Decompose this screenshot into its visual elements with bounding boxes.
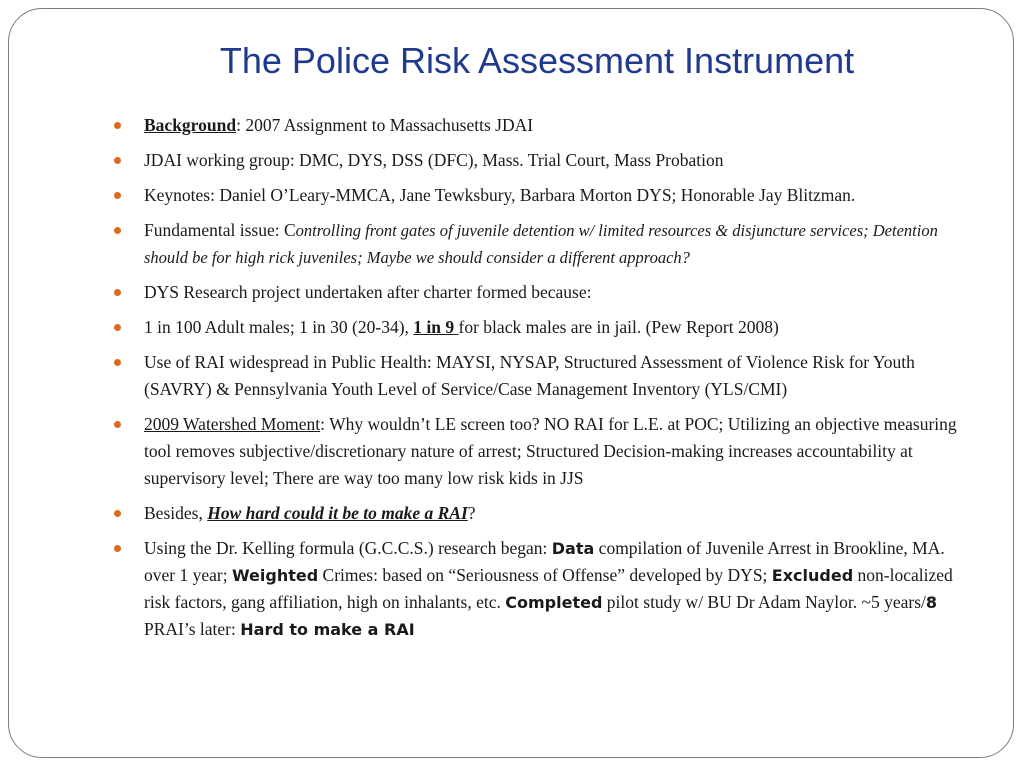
fundamental-issue-lead: Fundamental issue: C (144, 220, 296, 240)
bullet-dot-icon (114, 324, 121, 331)
kelling-text-4: non-localized risk factors, gang affiliation, high on inhalants, etc. (144, 565, 953, 612)
bullet-research-project (110, 279, 960, 306)
kelling-text-6: PRAI’s later: (144, 619, 241, 639)
kelling-text-1: Using the Dr. Kelling formula (G.C.C.S.) research began: (144, 538, 552, 558)
bullet-dot-icon (114, 421, 121, 428)
bullet-watershed-moment (110, 411, 960, 492)
bullet-dot-icon (114, 122, 121, 129)
kelling-keyword-weighted: Weighted (231, 566, 319, 585)
bullet-working-group (110, 147, 960, 174)
keynotes-text: Keynotes: Daniel O’Leary-MMCA, Jane Tewksbury, Barbara Morton DYS; Honorable Jay Blitzman. (144, 185, 856, 205)
working-group-text: JDAI working group: DMC, DYS, DSS (DFC), Mass. Trial Court, Mass Probation (144, 150, 724, 170)
background-text: : 2007 Assignment to Massachusetts JDAI (236, 115, 534, 135)
bullet-list (110, 112, 960, 651)
kelling-keyword-completed: Completed (505, 593, 603, 612)
bullet-statistics (110, 314, 960, 341)
bullet-dot-icon (114, 289, 121, 296)
kelling-keyword-hard: Hard to make a RAI (240, 620, 415, 639)
kelling-text-5: pilot study w/ BU Dr Adam Naylor. ~5 years/ (602, 592, 926, 612)
bullet-keynotes (110, 182, 960, 209)
rai-public-health-text: Use of RAI widespread in Public Health: MAYSI, NYSAP, Structured Assessment of Violence Risk for Youth (SAVRY) & Pennsylvania Youth Level of Service/Case Management Inventory (YLS/CMI) (144, 352, 915, 399)
watershed-label: 2009 Watershed Moment (144, 414, 321, 434)
kelling-keyword-data: Data (551, 539, 595, 558)
background-label: Background (144, 115, 237, 135)
bullet-kelling-formula (110, 535, 960, 643)
kelling-text-3: Crimes: based on “Seriousness of Offense” developed by DYS; (318, 565, 772, 585)
besides-rest: ? (467, 503, 476, 523)
bullet-background (110, 112, 960, 139)
kelling-keyword-excluded: Excluded (771, 566, 854, 585)
slide-title: The Police Risk Assessment Instrument (219, 40, 855, 81)
statistics-emphasis: 1 in 9 (413, 317, 459, 337)
statistics-lead: 1 in 100 Adult males; 1 in 30 (20-34), (144, 317, 414, 337)
bullet-dot-icon (114, 510, 121, 517)
bullet-dot-icon (114, 359, 121, 366)
statistics-rest: for black males are in jail. (Pew Report 2008) (458, 317, 779, 337)
bullet-dot-icon (114, 192, 121, 199)
research-project-text: DYS Research project undertaken after charter formed because: (144, 282, 592, 302)
fundamental-issue-italic: ontrolling front gates of juvenile detention w/ limited resources & disjuncture services; Detention should be for high rick juveniles; Maybe we should consider a different approach? (144, 221, 938, 267)
bullet-dot-icon (114, 545, 121, 552)
bullet-rai-public-health (110, 349, 960, 403)
bullet-dot-icon (114, 157, 121, 164)
bullet-fundamental-issue (110, 217, 960, 271)
kelling-keyword-eight: 8 (925, 593, 938, 612)
besides-emphasis: How hard could it be to make a RAI (207, 503, 468, 523)
kelling-text-2: compilation of Juvenile Arrest in Brookline, MA. over 1 year; (144, 538, 945, 585)
bullet-besides (110, 500, 960, 527)
bullet-dot-icon (114, 227, 121, 234)
besides-lead: Besides, (144, 503, 208, 523)
watershed-text: : Why wouldn’t LE screen too? NO RAI for L.E. at POC; Utilizing an objective measuring tool removes subjective/discretionary nature of arrest; Structured Decision-making increases accountability at supervisory level; There are way too many low risk kids in JJS (144, 414, 957, 488)
